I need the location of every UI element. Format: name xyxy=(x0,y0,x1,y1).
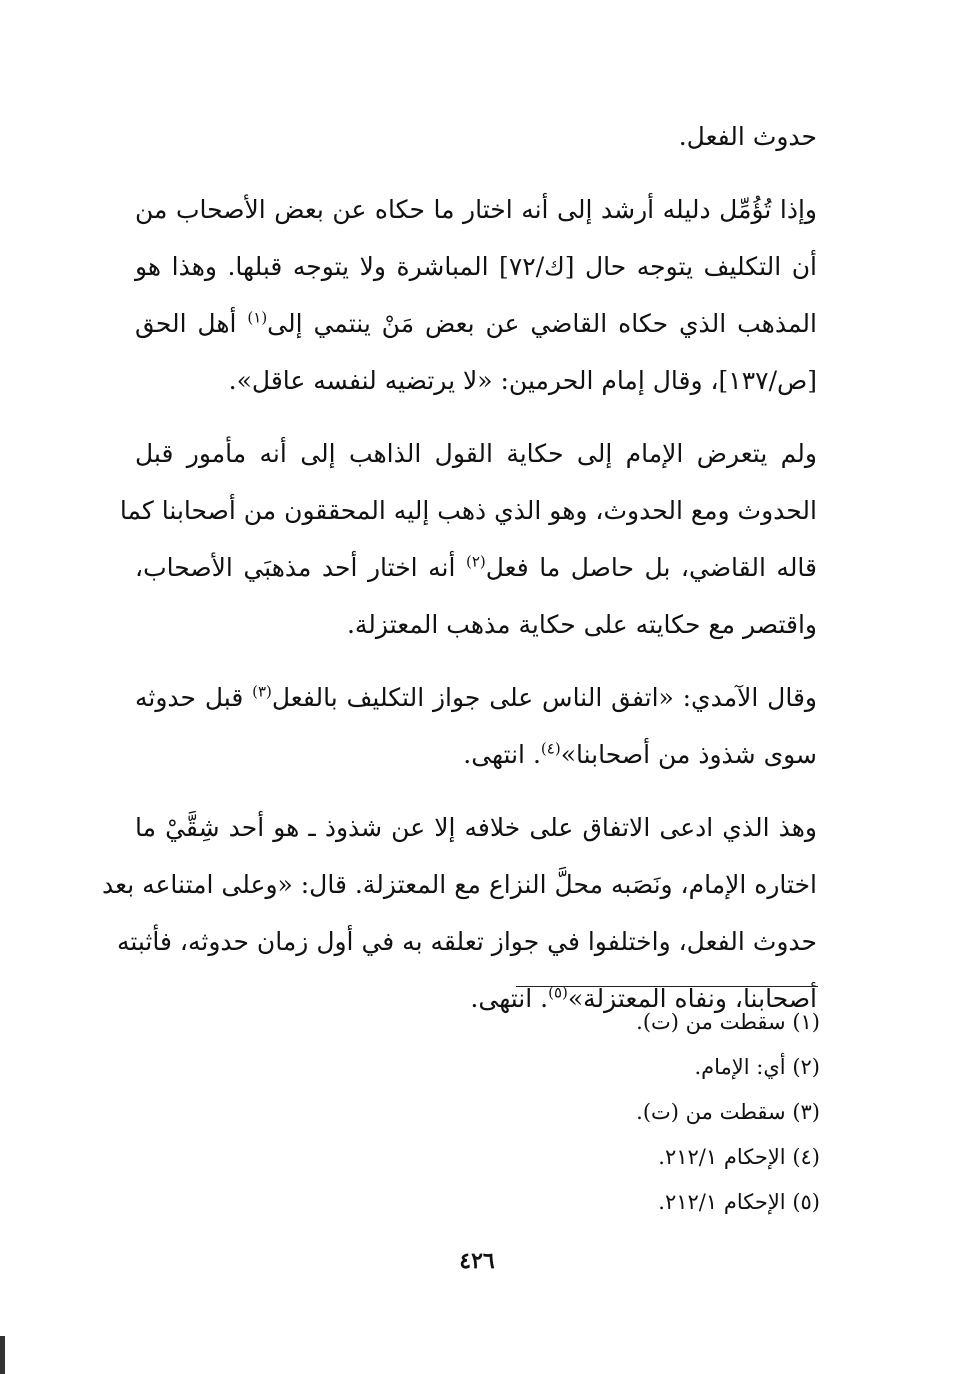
footnote-marker: (٤) xyxy=(540,739,561,758)
text-line xyxy=(135,181,817,238)
text-line xyxy=(135,108,817,165)
footnote-text: أي: الإمام. xyxy=(694,1055,786,1079)
text-segment: . انتهى. xyxy=(463,740,541,769)
footnote xyxy=(420,1045,820,1090)
main-text xyxy=(102,108,818,1043)
paragraph xyxy=(135,669,817,783)
footnote-number: (٥) xyxy=(785,1190,820,1214)
text-segment: وقال الآمدي: «اتفق الناس على جواز التكليف بالفعل xyxy=(271,683,817,712)
footnote-text: الإحكام ٢١٢/١. xyxy=(658,1145,786,1169)
text-segment: قاله القاضي، بل حاصل ما فعل xyxy=(485,553,817,582)
text-segment: أهل الحق xyxy=(135,309,248,338)
footnote-separator xyxy=(516,986,818,987)
footnotes xyxy=(420,1000,820,1225)
footnote xyxy=(420,1000,820,1045)
footnote-text: سقطت من (ت). xyxy=(636,1100,786,1124)
text-line xyxy=(135,669,817,726)
text-segment: أصحابنا، ونفاه المعتزلة» xyxy=(567,984,817,1013)
footnote xyxy=(420,1135,820,1180)
footnote-number: (٣) xyxy=(785,1100,820,1124)
text-line xyxy=(135,295,817,352)
footnote xyxy=(420,1180,820,1225)
text-line xyxy=(135,425,817,482)
text-line xyxy=(135,596,817,653)
paragraph xyxy=(135,108,817,165)
footnote-marker: (٢) xyxy=(465,552,486,571)
page-number: ٤٢٦ xyxy=(459,1248,495,1274)
text-segment: حدوث الفعل، واختلفوا في جواز تعلقه به في أول زمان حدوثه، فأثبته xyxy=(116,927,817,956)
text-line xyxy=(135,238,817,295)
footnote-marker: (٣) xyxy=(252,682,272,701)
text-line xyxy=(135,726,817,783)
paragraph xyxy=(119,425,817,653)
text-line xyxy=(135,352,817,409)
text-segment: وهذ الذي ادعى الاتفاق على خلافه إلا عن شذوذ ـ هو أحد شِقَّيْ ما xyxy=(135,813,817,842)
text-line xyxy=(102,856,817,913)
text-segment: . انتهى. xyxy=(470,984,549,1013)
footnote-number: (٤) xyxy=(785,1145,820,1169)
footnote-marker: (١) xyxy=(247,308,268,327)
text-segment: وإذا تُؤُمِّل دليله أرشد إلى أنه اختار ما حكاه عن بعض الأصحاب من xyxy=(135,195,817,224)
footnote-text: سقطت من (ت). xyxy=(636,1010,786,1034)
text-segment: حدوث الفعل. xyxy=(678,122,817,151)
text-line xyxy=(135,539,817,596)
footnote-marker: (٥) xyxy=(548,983,568,1002)
footnote-text: الإحكام ٢١٢/١. xyxy=(658,1190,786,1214)
paragraph xyxy=(135,181,817,409)
text-segment: أن التكليف يتوجه حال [ك/٧٢] المباشرة ولا يتوجه قبلها. وهذا هو xyxy=(135,252,818,281)
text-segment: ولم يتعرض الإمام إلى حكاية القول الذاهب إلى أنه مأمور قبل xyxy=(135,439,817,468)
text-segment: [ص/١٣٧]، وقال إمام الحرمين: «لا يرتضيه لنفسه عاقل». xyxy=(228,366,817,395)
text-segment: الحدوث ومع الحدوث، وهو الذي ذهب إليه المحققون من أصحابنا كما xyxy=(119,496,817,525)
text-segment: المذهب الذي حكاه القاضي عن بعض مَنْ ينتمي إلى xyxy=(267,309,817,338)
text-segment: قبل حدوثه xyxy=(135,683,253,712)
text-segment: اختاره الإمام، ونَصَبه محلَّ النزاع مع المعتزلة. قال: «وعلى امتناعه بعد xyxy=(102,870,817,899)
text-line xyxy=(119,482,817,539)
footnote-number: (١) xyxy=(785,1010,820,1034)
footnote-number: (٢) xyxy=(785,1055,820,1079)
footnote xyxy=(420,1090,820,1135)
paragraph xyxy=(102,799,817,1027)
text-segment: سوى شذوذ من أصحابنا» xyxy=(560,740,817,769)
scan-edge-mark xyxy=(0,1336,5,1374)
text-segment: أنه اختار أحد مذهبَي الأصحاب، xyxy=(135,553,466,582)
text-line xyxy=(116,913,817,970)
text-segment: واقتصر مع حكايته على حكاية مذهب المعتزلة. xyxy=(346,610,817,639)
text-line xyxy=(135,799,817,856)
